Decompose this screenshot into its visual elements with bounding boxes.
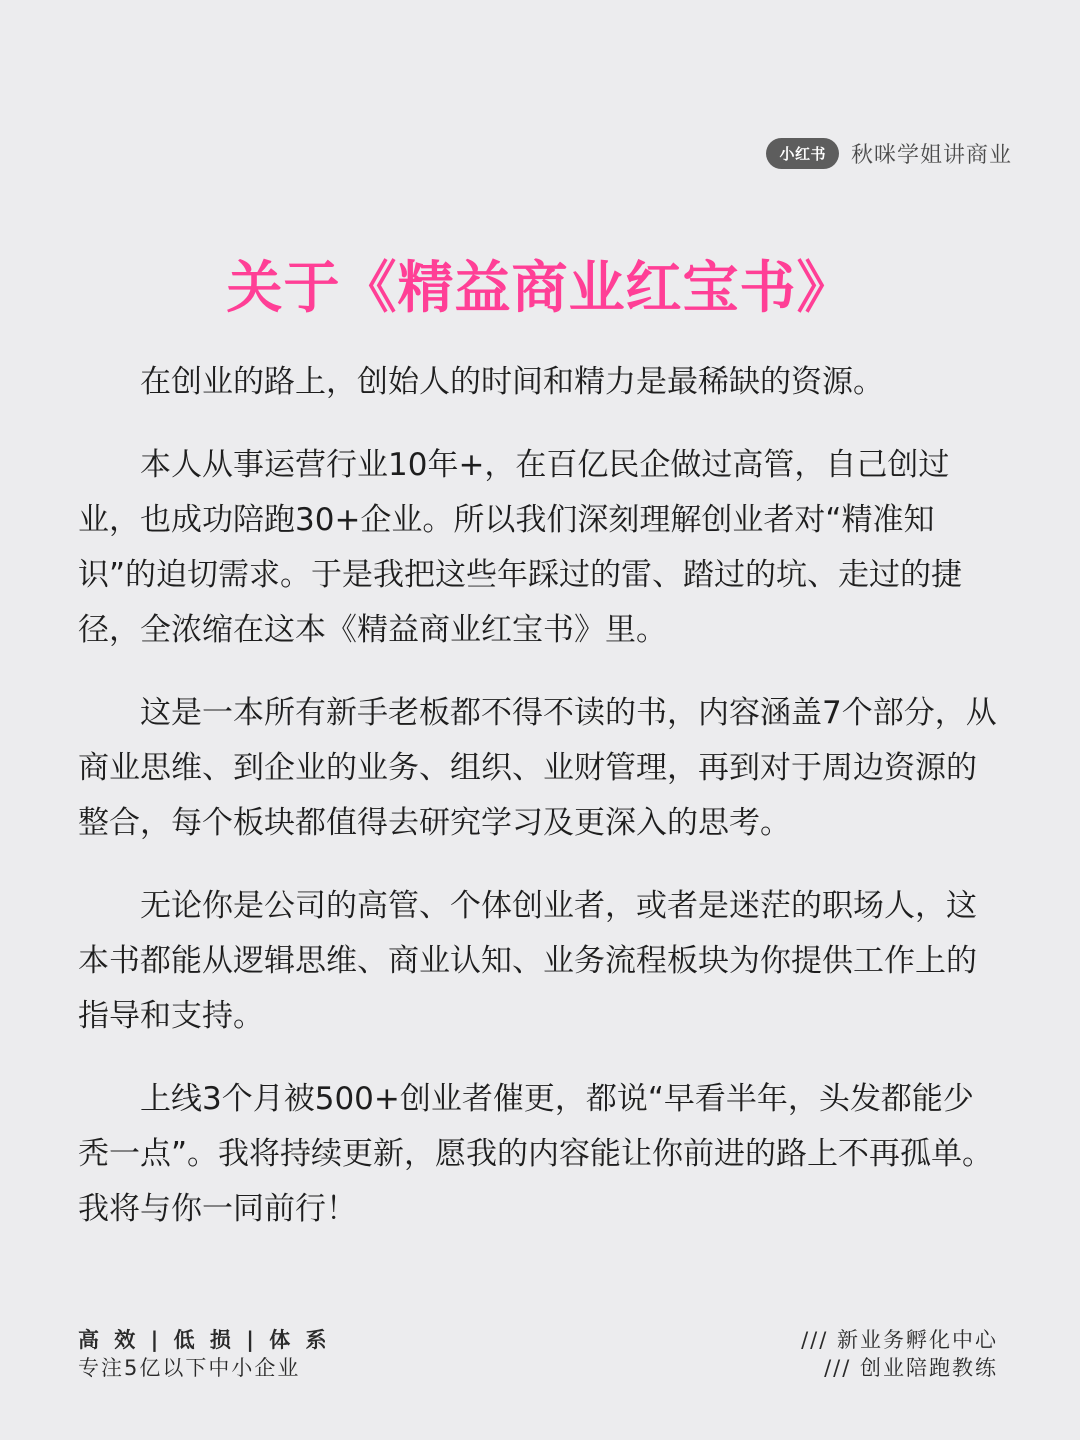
xiaohongshu-watermark xyxy=(766,138,1012,169)
paragraph-4: 无论你是公司的高管、个体创业者，或者是迷茫的职场人，这本书都能从逻辑思维、商业认知、业务流程板块为你提供工作上的指导和支持。 xyxy=(78,888,977,1034)
footer-slogan-keywords: 高 效 | 低 损 | 体 系 xyxy=(78,1328,331,1352)
account-name: 秋咪学姐讲商业 xyxy=(850,143,1012,168)
paragraph-5: 上线3个月被500+创业者催更，都说“早看半年，头发都能少秃一点”。我将持续更新，愿我的内容能让你前进的路上不再孤单。我将与你一同前行！ xyxy=(78,1081,994,1227)
footer-slogan-focus: 专注5亿以下中小企业 xyxy=(78,1356,301,1380)
paragraph-2: 本人从事运营行业10年+，在百亿民企做过高管，自己创过业，也成功陪跑30+企业。所以我们深刻理解创业者对“精准知识”的迫切需求。于是我把这些年踩过的雷、踏过的坑、走过的捷径，全浓缩在这本《精益商业红宝书》里。 xyxy=(78,447,963,648)
paragraph-1: 在创业的路上，创始人的时间和精力是最稀缺的资源。 xyxy=(140,364,884,400)
footer-service-coaching: /// 创业陪跑教练 xyxy=(824,1356,998,1380)
page-title: 关于《精益商业红宝书》 xyxy=(226,256,854,321)
footer-slogan xyxy=(78,1326,331,1382)
footer-service-incubation: /// 新业务孵化中心 xyxy=(801,1328,998,1352)
paragraph-3: 这是一本所有新手老板都不得不读的书，内容涵盖7个部分，从商业思维、到企业的业务、组织、业财管理，再到对于周边资源的整合，每个板块都值得去研究学习及更深入的思考。 xyxy=(78,695,997,841)
footer-services xyxy=(801,1326,998,1382)
xiaohongshu-logo: 小红书 xyxy=(766,138,839,169)
article-body xyxy=(78,355,1004,1265)
